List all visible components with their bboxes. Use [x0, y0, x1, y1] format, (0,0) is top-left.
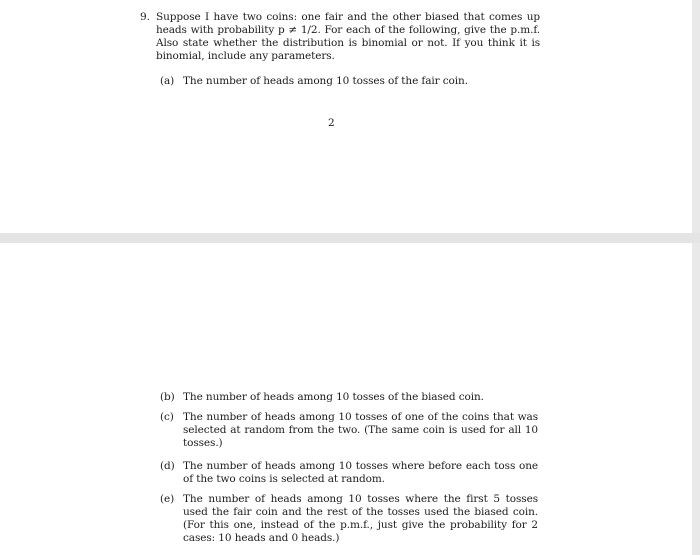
part-label: (d): [160, 460, 175, 472]
part-c: [160, 411, 538, 450]
page-number: 2: [328, 117, 335, 129]
page-separator: [0, 233, 700, 243]
part-d: [160, 460, 538, 486]
part-text: The number of heads among 10 tosses where before each toss one of the two coins is selected at random.: [183, 460, 538, 485]
part-a: [160, 75, 538, 88]
question-9: [140, 11, 540, 63]
part-text: The number of heads among 10 tosses of the fair coin.: [183, 75, 468, 87]
part-label: (a): [160, 75, 175, 87]
part-b: [160, 391, 538, 404]
part-text: The number of heads among 10 tosses where the first 5 tosses used the fair coin and the rest of the tosses used the biased coin. (For this one, instead of the p.m.f., just give the probability for 2 cases: 10 heads and 0 heads.): [183, 493, 538, 544]
part-text: The number of heads among 10 tosses of one of the coins that was selected at random from the two. (The same coin is used for all 10 tosses.): [183, 411, 538, 449]
question-text: Suppose I have two coins: one fair and the other biased that comes up heads with probability p ≠ 1/2. For each of the following, give the p.m.f. Also state whether the distribution is binomial or not. If you think it is binomial, include any parameters.: [156, 11, 540, 62]
question-number: 9.: [140, 11, 150, 23]
part-e: [160, 493, 538, 545]
part-label: (b): [160, 391, 175, 403]
part-label: (c): [160, 411, 174, 423]
part-label: (e): [160, 493, 175, 505]
part-text: The number of heads among 10 tosses of the biased coin.: [183, 391, 484, 403]
